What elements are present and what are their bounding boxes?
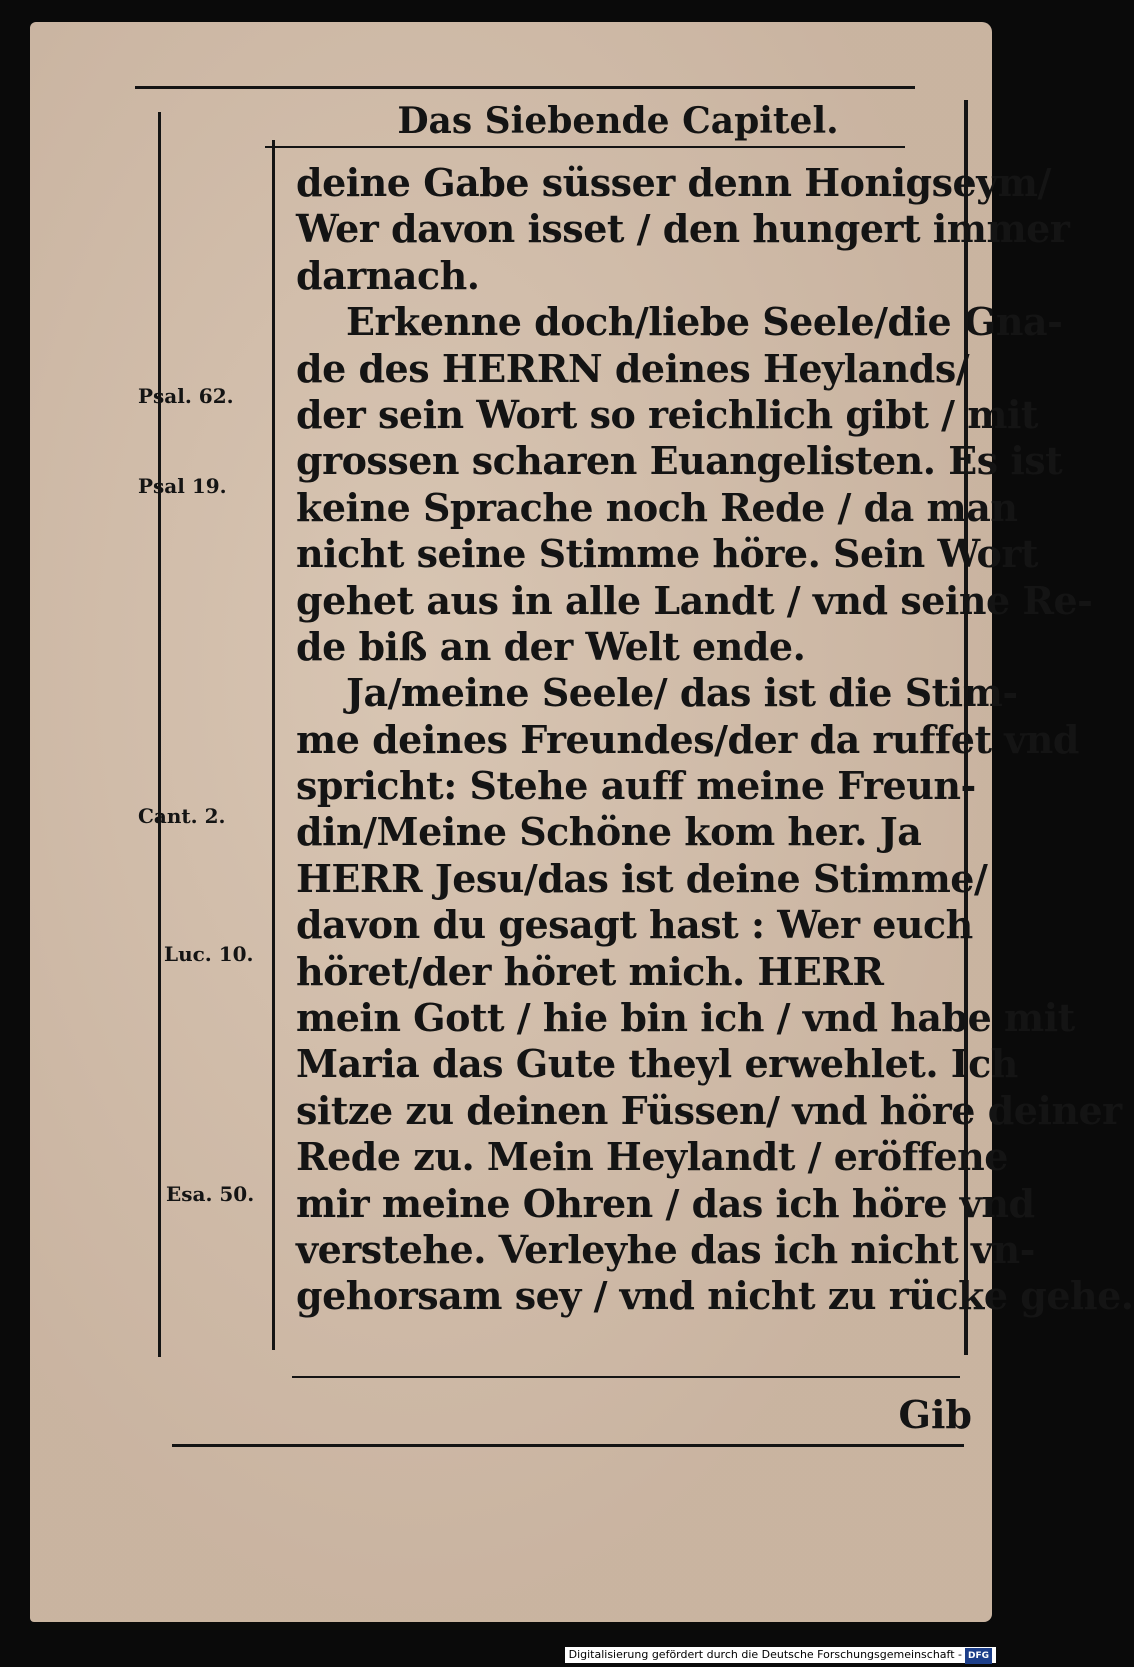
- text-line: grossen scharen Euangelisten. Es ist: [296, 438, 1063, 484]
- text-line: mir meine Ohren / das ich höre vnd: [296, 1180, 1035, 1226]
- text-line: sitze zu deinen Füssen/ vnd höre deiner: [296, 1087, 1122, 1133]
- margin-note: Luc. 10.: [164, 942, 254, 966]
- text-line: Erkenne doch/liebe Seele/die Gna-: [346, 299, 1063, 345]
- text-line: Rede zu. Mein Heylandt / eröffene: [296, 1134, 1008, 1180]
- text-line: höret/der höret mich. HERR: [296, 948, 884, 994]
- margin-note: Psal 19.: [138, 474, 227, 498]
- bottom-rule: [172, 1444, 964, 1447]
- body-text: [296, 160, 1134, 1320]
- margin-note: Esa. 50.: [166, 1182, 255, 1206]
- text-line: keine Sprache noch Rede / da man: [296, 484, 1018, 530]
- margin-note: Cant. 2.: [138, 804, 226, 828]
- text-line: Ja/meine Seele/ das ist die Stim-: [346, 670, 1018, 716]
- catchword-rule: [292, 1376, 960, 1378]
- text-line: Wer davon isset / den hungert immer: [296, 206, 1070, 252]
- text-line: HERR Jesu/das ist deine Stimme/: [296, 855, 988, 901]
- text-line: verstehe. Verleyhe das ich nicht vn-: [296, 1226, 1035, 1272]
- digitization-credit: [565, 1647, 996, 1663]
- text-line: din/Meine Schöne kom her. Ja: [296, 809, 922, 855]
- inner-left-rule: [272, 140, 275, 1350]
- margin-note: Psal. 62.: [138, 384, 234, 408]
- text-line: gehet aus in alle Landt / vnd seine Re-: [296, 577, 1093, 623]
- outer-left-rule: [158, 112, 161, 1357]
- header-rule: [265, 146, 905, 148]
- text-line: der sein Wort so reichlich gibt / mit: [296, 391, 1038, 437]
- text-line: davon du gesagt hast : Wer euch: [296, 902, 973, 948]
- text-line: gehorsam sey / vnd nicht zu rücke gehe.: [296, 1273, 1134, 1319]
- text-line: Maria das Gute theyl erwehlet. Ich: [296, 1041, 1018, 1087]
- top-rule: [135, 86, 915, 89]
- text-line: darnach.: [296, 252, 480, 298]
- text-line: deine Gabe süsser denn Honigseym/: [296, 160, 1051, 205]
- text-line: de des HERRN deines Heylands/: [296, 345, 970, 391]
- text-line: mein Gott / hie bin ich / vnd habe mit: [296, 995, 1075, 1041]
- text-line: me deines Freundes/der da ruffet vnd: [296, 716, 1080, 762]
- credit-text: Digitalisierung gefördert durch die Deutsche Forschungsgemeinschaft -: [568, 1648, 962, 1661]
- text-line: de biß an der Welt ende.: [296, 623, 806, 669]
- dfg-logo: DFG: [965, 1648, 992, 1664]
- catchword: Gib: [898, 1392, 972, 1437]
- running-header: Das Siebende Capitel.: [397, 100, 839, 142]
- text-line: spricht: Stehe auff meine Freun-: [296, 763, 976, 809]
- text-line: nicht seine Stimme höre. Sein Wort: [296, 531, 1038, 577]
